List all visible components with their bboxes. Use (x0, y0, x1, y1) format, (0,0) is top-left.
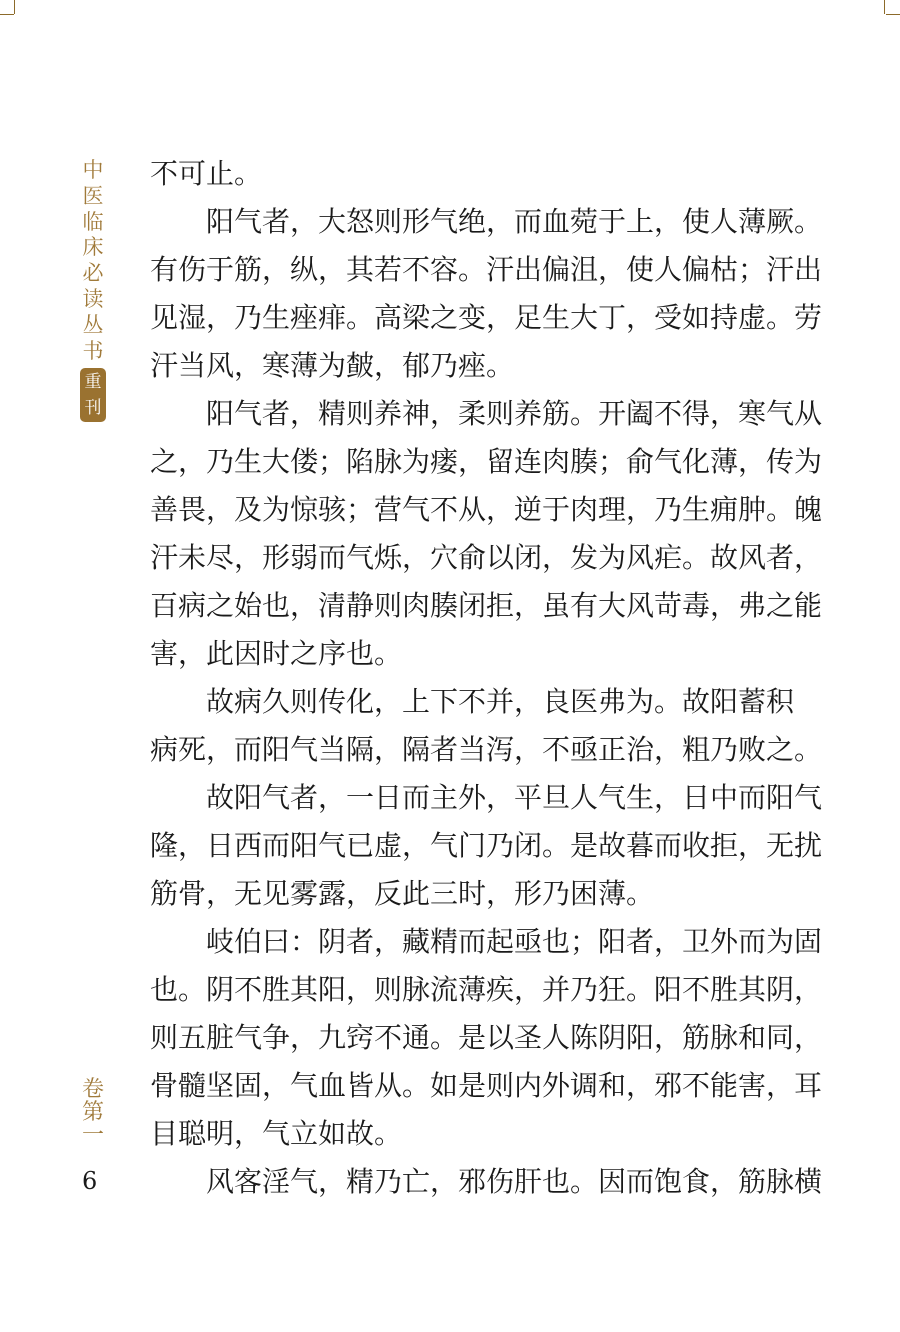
series-title (78, 158, 108, 422)
page-number: 6 (82, 1167, 98, 1195)
text-line: 不可止。 (150, 157, 263, 190)
series-title-char: 中 (82, 158, 104, 182)
text-line: 病死，而阳气当隔，隔者当泻，不亟正治，粗乃败之。 (150, 733, 823, 766)
series-title-char: 丛 (82, 312, 104, 337)
seal-char: 重 (84, 372, 102, 393)
text-line: 害，此因时之序也。 (150, 637, 403, 670)
text-line: 汗当风，寒薄为皶，郁乃痤。 (150, 349, 515, 382)
text-line: 阳气者，精则养神，柔则养筋。开阖不得，寒气从 (206, 397, 823, 430)
series-title-char: 读 (82, 286, 104, 311)
text-line: 骨髓坚固，气血皆从。如是则内外调和，邪不能害，耳 (150, 1069, 823, 1102)
volume-char: 一 (81, 1123, 104, 1148)
text-line: 目聪明，气立如故。 (150, 1117, 403, 1150)
text-line: 岐伯曰：阴者，藏精而起亟也；阳者，卫外而为固 (206, 925, 823, 958)
text-line: 也。阴不胜其阳，则脉流薄疾，并乃狂。阳不胜其阴， (150, 973, 823, 1006)
series-title-char: 书 (82, 338, 104, 363)
text-line: 善畏，及为惊骇；营气不从，逆于肉理，乃生痈肿。魄 (150, 493, 823, 526)
text-line: 有伤于筋，纵，其若不容。汗出偏沮，使人偏枯；汗出 (150, 253, 823, 286)
series-title-char: 床 (82, 235, 104, 260)
text-line: 故病久则传化，上下不并，良医弗为。故阳蓄积 (206, 685, 795, 718)
text-line: 则五脏气争，九窍不通。是以圣人陈阴阳，筋脉和同， (150, 1021, 823, 1054)
crop-mark-top-left (0, 14, 14, 15)
text-line: 故阳气者，一日而主外，平旦人气生，日中而阳气 (206, 781, 823, 814)
volume-char: 卷 (81, 1077, 104, 1102)
crop-mark-left (14, 0, 15, 14)
volume-char: 第 (81, 1100, 104, 1125)
series-title-char: 必 (82, 261, 104, 286)
crop-mark-right (884, 0, 885, 14)
text-line: 之，乃生大偻；陷脉为瘘，留连肉腠；俞气化薄，传为 (150, 445, 823, 478)
text-line: 见湿，乃生痤痱。高梁之变，足生大丁，受如持虚。劳 (150, 301, 823, 334)
series-title-char: 临 (82, 209, 104, 234)
series-title-char: 医 (82, 183, 104, 208)
volume-label (80, 1078, 106, 1147)
text-line: 汗未尽，形弱而气烁，穴俞以闭，发为风疟。故风者， (150, 541, 823, 574)
text-line: 风客淫气，精乃亡，邪伤肝也。因而饱食，筋脉横 (206, 1165, 823, 1198)
text-line: 隆，日西而阳气已虚，气门乃闭。是故暮而收拒，无扰 (150, 829, 823, 862)
reprint-seal (80, 368, 106, 422)
text-line: 阳气者，大怒则形气绝，而血菀于上，使人薄厥。 (206, 205, 823, 238)
text-line: 百病之始也，清静则肉腠闭拒，虽有大风苛毒，弗之能 (150, 589, 823, 622)
text-line: 筋骨，无见雾露，反此三时，形乃困薄。 (150, 877, 655, 910)
seal-char: 刊 (84, 398, 102, 419)
text-body (150, 150, 823, 1206)
crop-mark-top-right (886, 14, 900, 15)
